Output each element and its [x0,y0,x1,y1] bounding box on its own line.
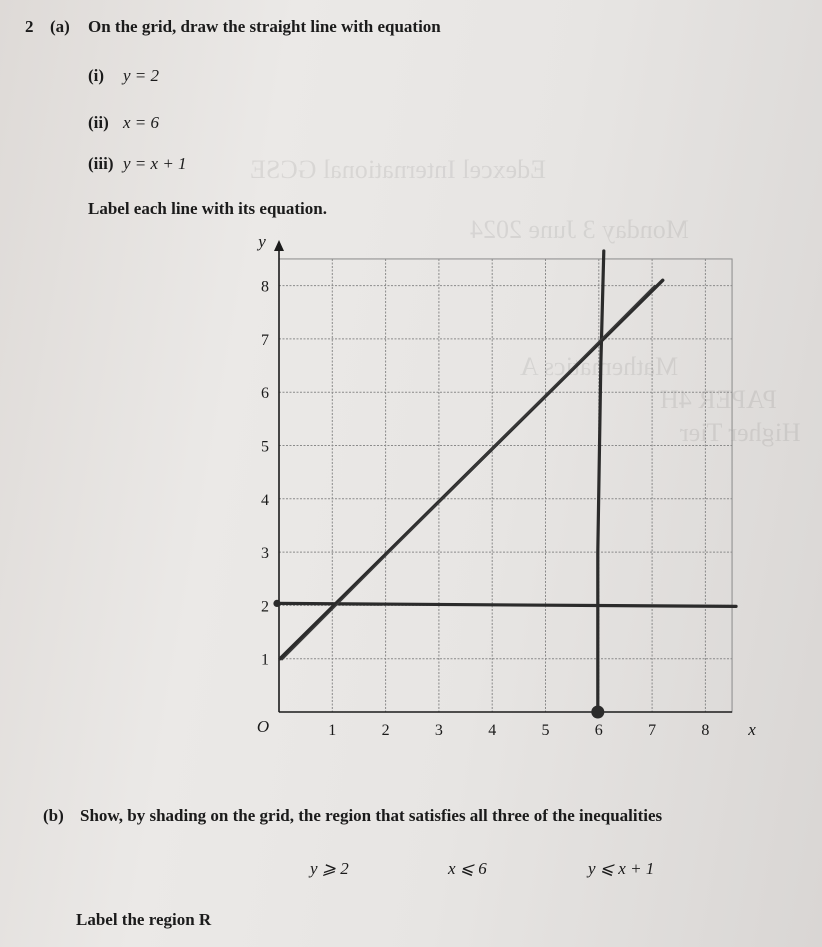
part-a-prompt: On the grid, draw the straight line with equation [88,17,441,36]
inequality-2: x ⩽ 6 [448,859,487,878]
x-tick-label: 2 [381,722,390,739]
y-tick-label: 1 [261,651,269,669]
y-axis-label: y [258,231,266,251]
y-tick-label: 6 [261,385,269,403]
pen-dot-y-2 [273,600,280,607]
bleed-through-text: Monday 3 June 2024 [470,215,689,244]
part-a-label: (a) [50,17,70,36]
question-number: 2 [25,17,34,36]
item-iii-equation: y = x + 1 [123,154,187,173]
y-tick-label: 4 [261,491,269,509]
item-i-equation: y = 2 [123,66,160,85]
x-tick-label: 8 [701,722,710,739]
item-ii-number: (ii) [88,113,109,132]
y-tick-label: 8 [261,278,269,296]
pen-dot-x-6 [591,706,604,719]
item-ii-equation: x = 6 [123,113,160,132]
x-tick-label: 1 [328,722,337,739]
y-tick-label: 7 [261,331,269,349]
grid-frame [279,259,732,712]
x-axis-label: x [748,720,756,739]
item-iii-number: (iii) [88,154,114,173]
x-tick-label: 7 [648,722,657,739]
pen-line-y-equals-2 [276,603,736,606]
x-tick-label: 3 [434,722,443,739]
y-tick-label: 3 [261,545,269,563]
bleed-through-text: Higher Tier [680,418,801,447]
part-a-instruction: Label each line with its equation. [88,199,327,218]
y-tick-label: 5 [261,438,269,456]
origin-label: O [256,717,270,736]
y-axis-arrow-icon [274,240,284,251]
bleed-through-text: Edexcel International GCSE [250,155,547,184]
y-tick-label: 2 [261,598,269,616]
bleed-through-text: Mathematics A [520,352,679,381]
x-tick-label: 6 [594,722,603,739]
part-b-prompt: Show, by shading on the grid, the region that satisfies all three of the inequalities [80,806,663,825]
x-tick-label: 4 [488,722,497,739]
part-b-label: (b) [43,806,64,825]
inequality-1: y ⩾ 2 [310,859,349,878]
part-b-instruction: Label the region R [76,910,212,929]
bleed-through-text: PAPER 4H [660,385,777,414]
inequality-3: y ⩽ x + 1 [588,859,655,878]
x-tick-label: 5 [541,722,550,739]
item-i-number: (i) [88,66,105,85]
